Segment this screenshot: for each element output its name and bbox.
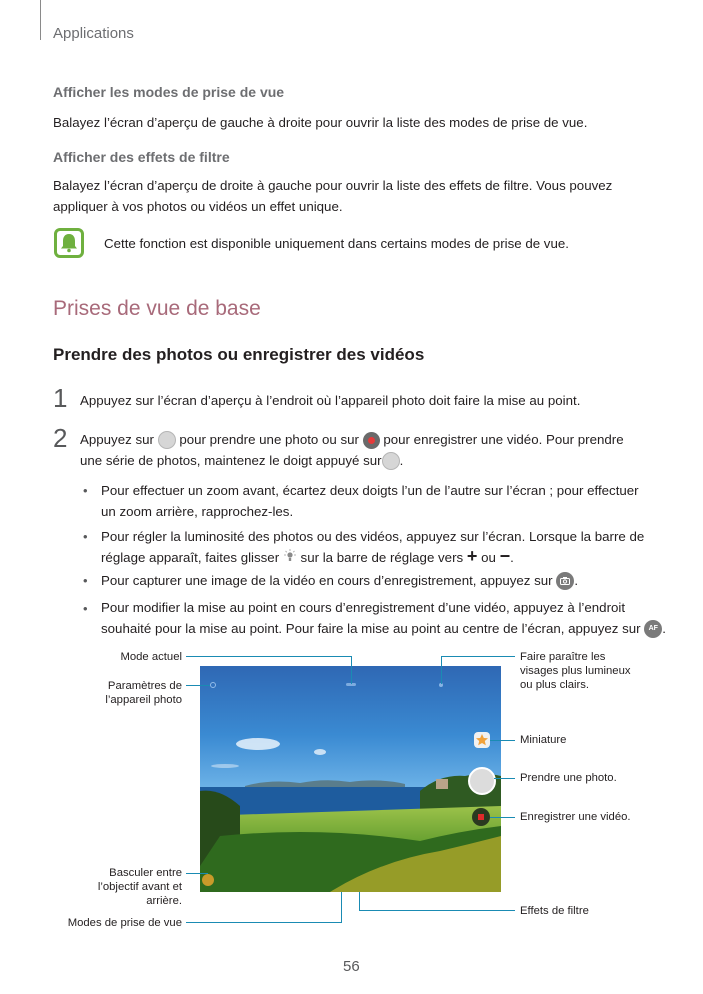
- step-2-text-b: pour prendre une photo ou sur: [179, 432, 359, 447]
- step-number-1: 1: [53, 383, 68, 413]
- bullet-4-period: .: [662, 621, 666, 636]
- autofocus-icon: AF: [644, 620, 662, 638]
- bullet-1-line2: un zoom arrière, rapprochez-les.: [101, 504, 294, 519]
- bullet-4-line2: [101, 618, 666, 639]
- step-2-text-a: Appuyez sur: [80, 432, 154, 447]
- bullet-3-text: Pour capturer une image de la vidéo en cours d’enregistrement, appuyez sur: [101, 573, 553, 588]
- callout-line-switch: [186, 873, 208, 874]
- record-icon: [478, 814, 484, 820]
- bullet-marker: •: [83, 573, 88, 588]
- margin-rule: [40, 0, 41, 40]
- step-2-text-d: une série de photos, maintenez le doigt appuyé sur: [80, 453, 382, 468]
- shutter-button-icon: [158, 431, 176, 449]
- label-take-photo: Prendre une photo.: [520, 772, 617, 784]
- label-beauty-line2: visages plus lumineux: [520, 665, 631, 677]
- bullet-2-text-a: réglage apparaît, faites glisser: [101, 550, 280, 565]
- label-settings-line1: Paramètres de: [107, 680, 182, 692]
- callout-line-current-mode-v: [351, 656, 352, 684]
- note-text: Cette fonction est disponible uniquement dans certains modes de prise de vue.: [104, 236, 569, 251]
- bullet-3-line1: [101, 570, 578, 591]
- label-switch-line1: Basculer entre: [109, 867, 182, 879]
- subheading-modes: Afficher les modes de prise de vue: [53, 84, 285, 100]
- thumbnail-button[interactable]: [474, 732, 490, 748]
- label-beauty-line1: Faire paraître les: [520, 651, 606, 663]
- callout-line-photo: [494, 778, 515, 779]
- record-video-button[interactable]: [472, 808, 490, 826]
- label-shooting-modes: Modes de prise de vue: [67, 917, 182, 929]
- subheading-filters: Afficher des effets de filtre: [53, 149, 230, 165]
- step-2-text-c: pour enregistrer une vidéo. Pour prendre: [383, 432, 624, 447]
- minus-icon: −: [499, 546, 511, 566]
- plus-icon: +: [466, 546, 478, 566]
- label-current-mode: Mode actuel: [120, 651, 182, 663]
- record-button-icon: [363, 432, 380, 449]
- step-2-text-e: .: [399, 453, 404, 468]
- step-2-line2: [80, 450, 403, 471]
- label-record-video: Enregistrer une vidéo.: [520, 811, 631, 823]
- bullet-marker: •: [83, 601, 88, 616]
- paragraph-filters-line2: appliquer à vos photos ou vidéos un effet unique.: [53, 199, 343, 214]
- label-thumbnail: Miniature: [520, 734, 567, 746]
- bullet-2-text-b: sur la barre de réglage vers: [300, 550, 464, 565]
- step-number-2: 2: [53, 423, 68, 453]
- subsection-title: Prendre des photos ou enregistrer des vidéos: [53, 345, 425, 364]
- callout-line-filters-v: [359, 892, 360, 911]
- bullet-3-period: .: [574, 573, 579, 588]
- callout-line-beauty-v: [441, 656, 442, 684]
- label-beauty-line3: ou plus clairs.: [520, 679, 590, 691]
- bullet-2-line2: [101, 547, 514, 569]
- brightness-icon: [283, 548, 297, 569]
- callout-line-modes: [186, 922, 342, 923]
- callout-line-beauty: [441, 656, 515, 657]
- bullet-marker: •: [83, 483, 88, 498]
- bullet-2-text-d: .: [510, 550, 514, 565]
- callout-line-video: [490, 817, 515, 818]
- label-switch-line3: arrière.: [146, 895, 182, 907]
- bell-notice-icon: [54, 228, 84, 258]
- label-filters: Effets de filtre: [520, 905, 589, 917]
- paragraph-filters-line1: Balayez l’écran d’aperçu de droite à gauche pour ouvrir la liste des effets de filtre. Vous pouvez: [53, 178, 613, 193]
- callout-line-modes-v: [341, 892, 342, 923]
- label-settings-line2: l’appareil photo: [105, 694, 182, 706]
- bullet-4-text: souhaité pour la mise au point. Pour faire la mise au point au centre de l’écran, appuyez sur: [101, 621, 641, 636]
- step-2-line1: [80, 429, 624, 450]
- capture-camera-icon: [556, 572, 574, 590]
- bullet-1-line1: Pour effectuer un zoom avant, écartez deux doigts l’un de l’autre sur l’écran ; pour effectuer: [101, 483, 639, 498]
- callout-line-thumbnail: [490, 740, 515, 741]
- bullet-4-line1: Pour modifier la mise au point en cours d’enregistrement d’une vidéo, appuyez à l’endroit: [101, 600, 626, 615]
- bullet-2-text-c: ou: [481, 550, 496, 565]
- callout-line-settings: [186, 685, 210, 686]
- callout-line-filters: [359, 910, 515, 911]
- camera-preview-image: [200, 666, 501, 892]
- page-number: 56: [343, 958, 360, 975]
- chapter-title: Prises de vue de base: [53, 297, 261, 320]
- running-header: Applications: [53, 25, 134, 42]
- take-photo-button[interactable]: [468, 767, 496, 795]
- paragraph-modes: Balayez l’écran d’aperçu de gauche à droite pour ouvrir la liste des modes de prise de vue.: [53, 115, 588, 130]
- bullet-2-line1: Pour régler la luminosité des photos ou des vidéos, appuyez sur l’écran. Lorsque la barre de: [101, 529, 645, 544]
- label-switch-line2: l’objectif avant et: [97, 881, 182, 893]
- step-1-text: Appuyez sur l’écran d’aperçu à l’endroit où l’appareil photo doit faire la mise au point.: [80, 393, 581, 408]
- shutter-button-icon: [382, 452, 400, 470]
- bullet-marker: •: [83, 529, 88, 544]
- callout-line-current-mode: [186, 656, 352, 657]
